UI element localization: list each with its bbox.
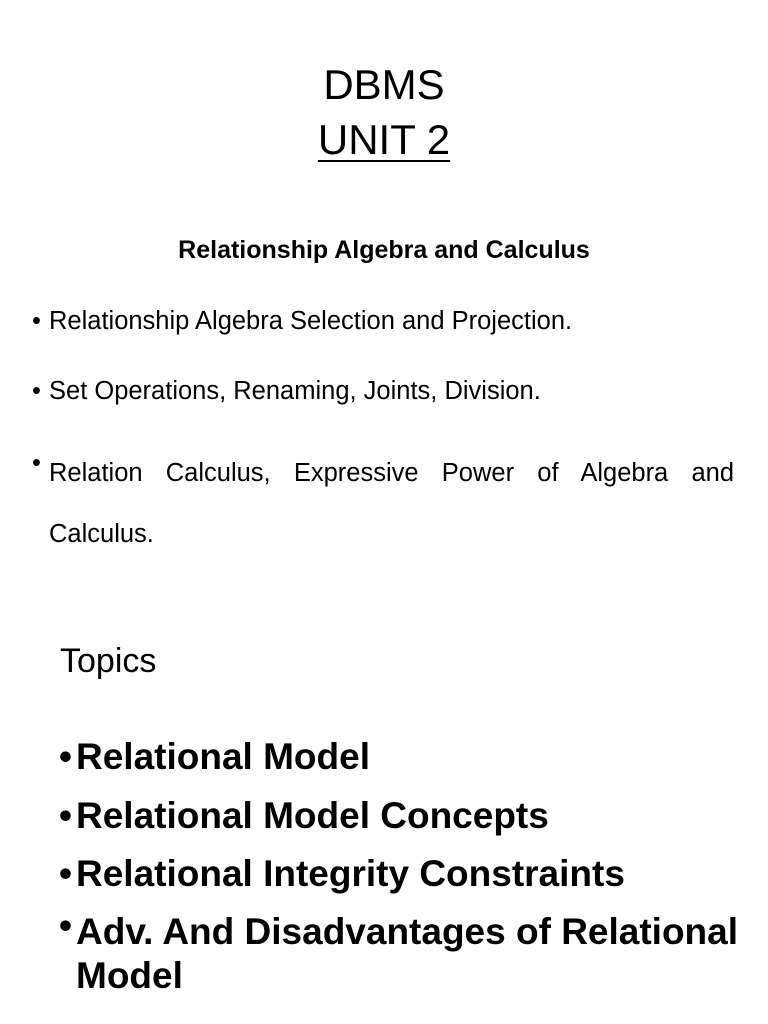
syllabus-item xyxy=(32,443,734,565)
bullet-icon: • xyxy=(32,307,41,335)
syllabus-item-text: Relation Calculus, Expressive Power of Algebra and Calculus. xyxy=(49,459,734,548)
topic-item-text: Relational Integrity Constraints xyxy=(76,853,625,894)
page-title: DBMS xyxy=(323,61,445,108)
unit-title-text: UNIT 2 xyxy=(317,116,451,163)
syllabus-item-text: Relationship Algebra Selection and Projection. xyxy=(49,307,573,335)
topics-heading: Topics xyxy=(60,642,157,680)
bullet-icon: • xyxy=(32,449,41,477)
unit-title xyxy=(0,116,768,164)
topics-list xyxy=(59,728,749,998)
syllabus-heading: Relationship Algebra and Calculus xyxy=(178,236,590,264)
topic-item xyxy=(59,787,749,846)
topic-item-text: Relational Model xyxy=(76,736,370,777)
syllabus-item xyxy=(32,304,734,338)
bullet-icon: • xyxy=(59,904,72,946)
bullet-icon: • xyxy=(32,377,41,405)
topic-item xyxy=(59,904,749,998)
bullet-icon: • xyxy=(59,853,72,894)
topic-item xyxy=(59,728,749,787)
topic-item-text: Adv. And Disadvantages of Relational Model xyxy=(76,910,739,996)
bullet-icon: • xyxy=(59,794,72,836)
topic-item xyxy=(59,845,749,904)
syllabus-item-text: Set Operations, Renaming, Joints, Division. xyxy=(49,377,541,405)
topic-item-text: Relational Model Concepts xyxy=(76,794,549,836)
syllabus-item xyxy=(32,374,734,408)
bullet-icon: • xyxy=(59,736,72,777)
